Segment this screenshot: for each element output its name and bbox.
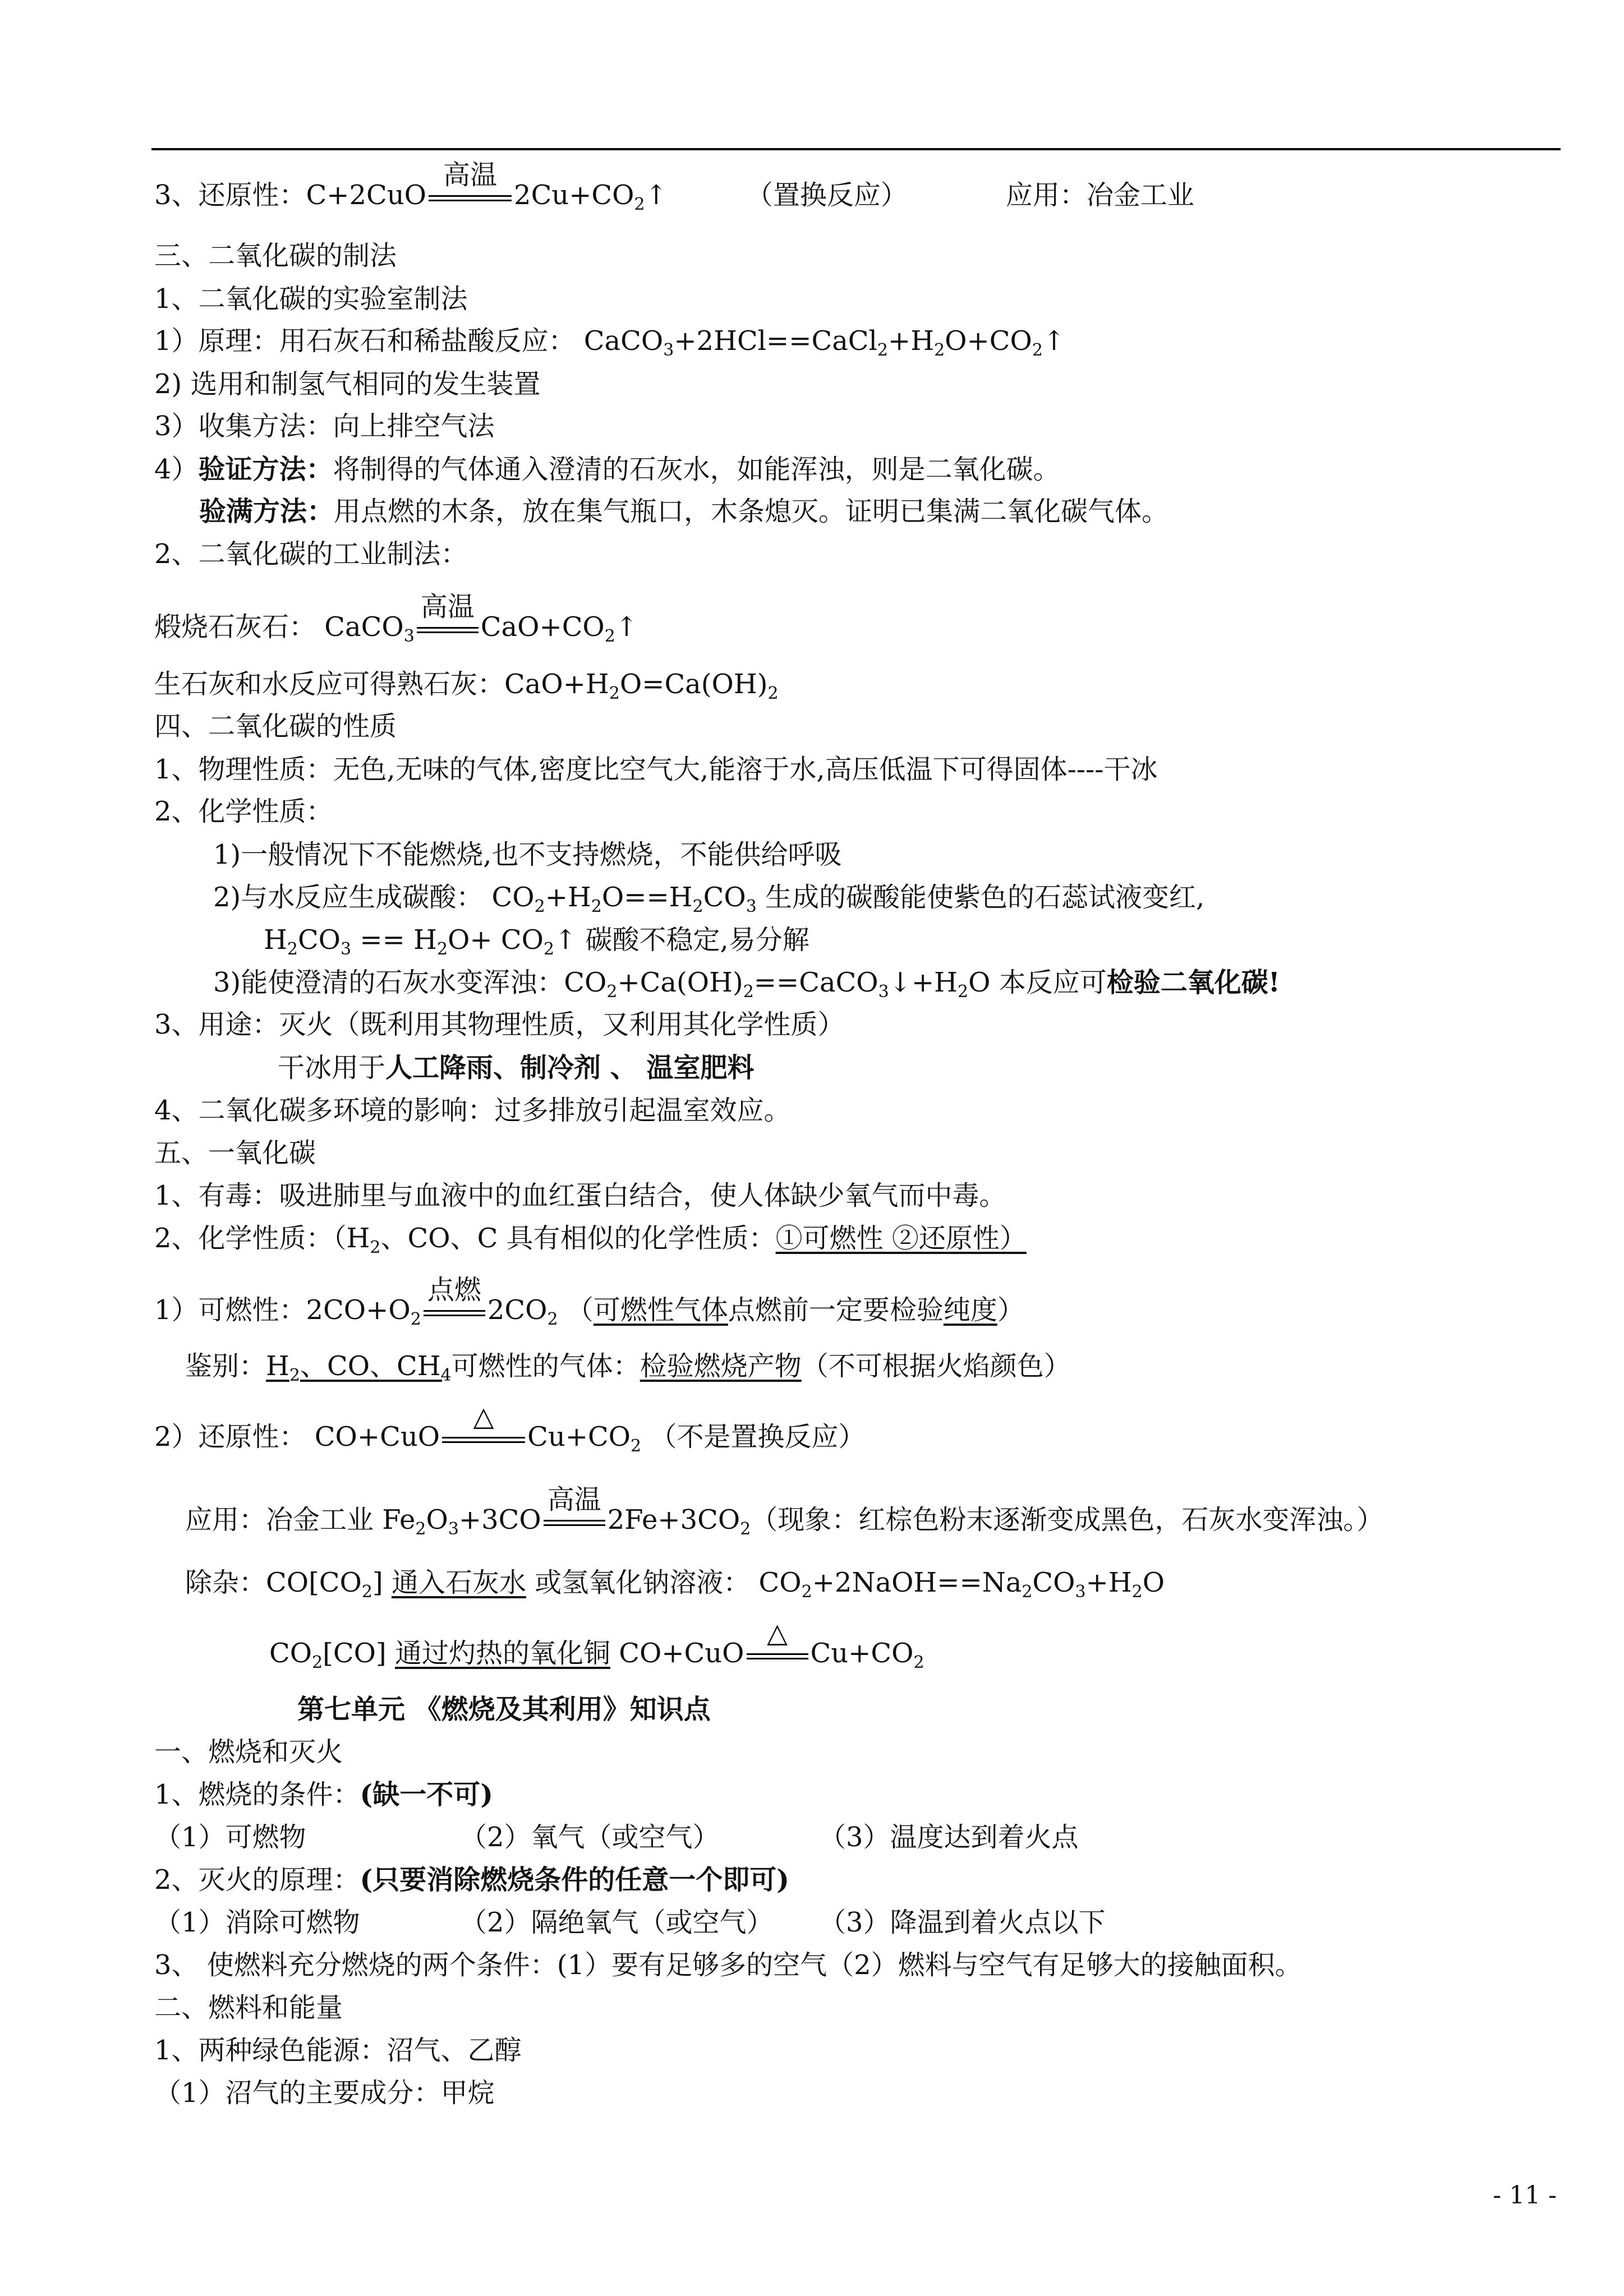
text-line: 1、物理性质：无色,无味的气体,密度比空气大,能溶于水,高压低温下可得固体----干冰	[154, 754, 1158, 785]
text-line: 2、灭火的原理：(只要消除燃烧条件的任意一个即可)	[154, 1864, 789, 1896]
text-line: 煅烧石灰石： CaCO$_3$ 高温 $CaO+CO_2↑$	[154, 591, 638, 646]
text-line: 干冰用于人工降雨、制冷剂 、 温室肥料	[278, 1052, 755, 1084]
text-line: 4、二氧化碳多环境的影响：过多排放引起温室效应。	[154, 1095, 791, 1126]
text-line: 1、有毒：吸进肺里与血液中的血红蛋白结合，使人体缺少氧气而中毒。	[154, 1180, 1006, 1211]
text-line: （1）可燃物 （2）氧气（或空气） （3）温度达到着火点	[154, 1822, 1079, 1853]
text-line: $CO_2[CO]$ 通过灼热的氧化铜 CO+CuO △ $Cu+CO_2$	[269, 1617, 924, 1672]
reaction-condition: 高温	[417, 610, 479, 644]
page-number: - 11 -	[1493, 2181, 1557, 2210]
text-line: 2)与水反应生成碳酸： $CO_2+H_2O==H_2CO_3$ 生成的碳酸能使紫色的石蕊试液变红,	[213, 882, 1205, 916]
section-heading: 五、一氧化碳	[154, 1137, 316, 1169]
reaction-condition: 点燃	[424, 1293, 485, 1327]
text-line: 验满方法：用点燃的木条，放在集气瓶口，木条熄灭。证明已集满二氧化碳气体。	[199, 496, 1169, 527]
text-line: （1）消除可燃物 （2）隔绝氧气（或空气） （3）降温到着火点以下	[154, 1907, 1106, 1938]
text-line: 3）收集方法：向上排空气法	[154, 411, 495, 442]
text-line: 应用：冶金工业 $Fe_2O_3+3CO$ 高温 $2Fe+3CO_2$（现象：红棕色粉末逐渐变成黑色，石灰水变浑浊。）	[185, 1484, 1384, 1539]
text-line: 除杂：$CO[CO_2]$ 通入石灰水 或氢氧化钠溶液： $CO_2+2NaOH==Na_2CO_3+H_2O$	[185, 1567, 1165, 1602]
reaction-condition: 高温	[429, 178, 512, 212]
text-line: 2、化学性质：	[154, 796, 333, 827]
text-line: $H_2CO_3 == H_2O+$ $CO_2↑$ 碳酸不稳定,易分解	[264, 924, 809, 959]
reaction-condition: △	[747, 1636, 808, 1670]
text-line: 2) 选用和制氢气相同的发生装置	[154, 368, 541, 400]
text-line: 1）可燃性：$2CO+O_2$ 点燃 $2CO_2$ （可燃性气体点燃前一定要检验纯度）	[154, 1274, 1024, 1329]
text-line: 1)一般情况下不能燃烧,也不支持燃烧，不能供给呼吸	[213, 839, 842, 870]
section-heading: 四、二氧化碳的性质	[154, 711, 397, 742]
reaction-condition: 高温	[544, 1503, 605, 1537]
text-line: 1、两种绿色能源：沼气、乙醇	[154, 2035, 522, 2066]
text-line: 3、还原性：C+2CuO 高温 $2Cu+CO_2↑$ （置换反应） 应用：冶金工业	[154, 159, 1194, 214]
text-line: 2）还原性： CO+CuO △ $Cu+CO_2$ （不是置换反应）	[154, 1401, 866, 1456]
unit-title: 第七单元 《燃烧及其利用》知识点	[297, 1694, 711, 1725]
section-heading: 一、燃烧和灭火	[154, 1736, 343, 1768]
text-line: 鉴别：$H_2$、CO、$CH_4$可燃性的气体：检验燃烧产物（不可根据火焰颜色）	[185, 1350, 1071, 1385]
section-heading: 二、燃料和能量	[154, 1992, 343, 2023]
text-line: 生石灰和水反应可得熟石灰：$CaO+H_2O=Ca(OH)_2$	[154, 668, 779, 703]
text-line: 1）原理：用石灰石和稀盐酸反应： $CaCO_3+2HCl==CaCl_2+H_2O+CO_2↑$	[154, 325, 1066, 360]
text-line: 4）验证方法：将制得的气体通入澄清的石灰水，如能浑浊，则是二氧化碳。	[154, 454, 1060, 485]
text-line: 2、化学性质：（$H_2$、CO、C 具有相似的化学性质：①可燃性 ②还原性）	[154, 1223, 1027, 1257]
header-rule	[151, 148, 1561, 150]
section-heading: 三、二氧化碳的制法	[154, 240, 397, 271]
text-line: 3)能使澄清的石灰水变浑浊：$CO_2+Ca(OH)_2==CaCO_3↓+H_2O$ 本反应可检验二氧化碳!	[213, 967, 1280, 1002]
text-line: 3、 使燃料充分燃烧的两个条件：(1）要有足够多的空气（2）燃料与空气有足够大的接触面积。	[154, 1949, 1302, 1981]
text-line: 3、用途：灭火（既利用其物理性质，又利用其化学性质）	[154, 1009, 845, 1040]
text-line: （1）沼气的主要成分：甲烷	[154, 2077, 495, 2109]
text-line: 1、二氧化碳的实验室制法	[154, 283, 468, 315]
text-line: 2、二氧化碳的工业制法：	[154, 538, 468, 570]
reaction-condition: △	[442, 1420, 525, 1454]
text-line: 1、燃烧的条件：(缺一不可)	[154, 1779, 493, 1810]
